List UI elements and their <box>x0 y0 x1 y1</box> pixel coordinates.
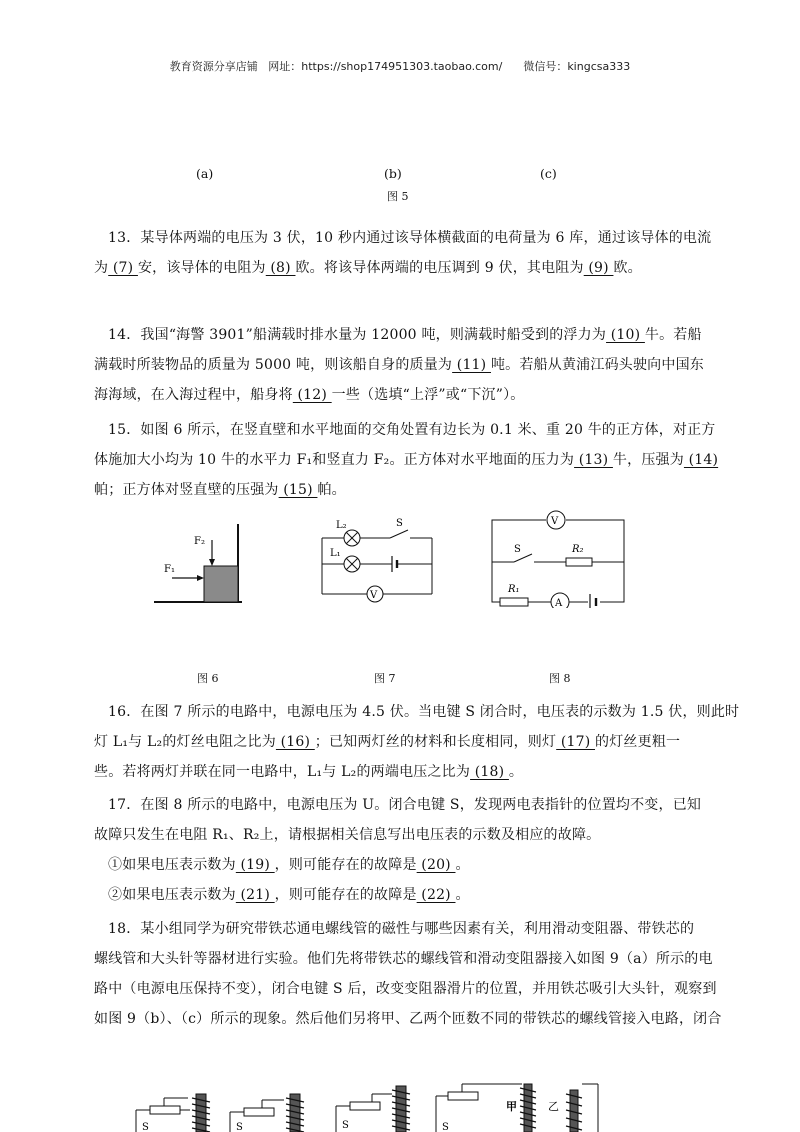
blank-22: (22) <box>416 887 456 903</box>
blank-16: (16) <box>275 734 315 750</box>
blank-19: (19) <box>235 857 275 873</box>
blank-9: (9) <box>583 260 614 276</box>
blank-7: (7) <box>108 260 138 276</box>
svg-text:甲: 甲 <box>506 1100 517 1113</box>
fig9-panel-d <box>436 1084 598 1132</box>
fig9-panel-c <box>336 1086 410 1132</box>
question-15: 15．如图 6 所示，在竖直壁和水平地面的交角处置有边长为 0.1 米、重 20 牛的正方体，对正方 体施加大小均为 10 牛的水平力 F₁和竖直力 F₂。正方体对水平地面的压力为 (13) 牛，压强为 (14) 帕；正方体对竖直壁的压强为 (15) 帕。 <box>94 422 719 498</box>
resistor-r1 <box>500 598 528 606</box>
svg-text:S: S <box>514 544 521 555</box>
svg-text:R₂: R₂ <box>572 544 584 555</box>
page-header: 教育资源分享店铺 网址：https://shop174951303.taobao.com/ 微信号：kingcsa333 <box>169 60 631 73</box>
svg-text:V: V <box>551 516 559 527</box>
blank-20: (20) <box>416 857 456 873</box>
blank-13: (13) <box>574 452 613 468</box>
blank-21: (21) <box>235 887 275 903</box>
resistor-r2 <box>566 558 592 566</box>
blank-14: (14) <box>683 452 719 468</box>
figure-9 <box>128 1080 608 1132</box>
blank-10: (10) <box>606 327 645 343</box>
blank-17: (17) <box>556 734 596 750</box>
svg-text:S: S <box>142 1122 149 1132</box>
svg-text:S: S <box>396 518 403 529</box>
question-14: 14．我国“海警 3901”船满载时排水量为 12000 吨，则满载时船受到的浮力为 (10) 牛。若船 满载时所装物品的质量为 5000 吨，则该船自身的质量为 (11) 吨。若船从黄浦江码头驶向中国东 海海域，在入海过程中，船身将 (12) 一些（选填“上浮”或“下沉”）。 <box>94 327 704 403</box>
fig6-caption: 图 6 <box>197 672 219 685</box>
fig7-caption: 图 7 <box>374 672 396 685</box>
cube-block <box>204 566 238 602</box>
svg-text:L₂: L₂ <box>336 520 347 531</box>
fig5-caption: 图 5 <box>387 190 409 203</box>
svg-text:A: A <box>555 598 563 608</box>
fig5-label-a: (a) <box>196 166 214 181</box>
fig8-caption: 图 8 <box>549 672 571 685</box>
fig9-panel-b <box>230 1094 304 1132</box>
switch-s <box>390 530 408 538</box>
svg-text:V: V <box>370 590 378 601</box>
switch-s <box>514 554 532 562</box>
svg-text:S: S <box>236 1122 243 1132</box>
question-16: 16．在图 7 所示的电路中，电源电压为 4.5 伏。当电键 S 闭合时，电压表的示数为 1.5 伏，则此时 灯 L₁与 L₂的灯丝电阻之比为 (16) ；已知两灯丝的材料和长度相同，则灯 (17) 的灯丝更粗一 些。若将两灯并联在同一电路中，L₁与 L₂的两端电压之比为 (18) 。 <box>94 704 740 780</box>
blank-8: (8) <box>265 260 296 276</box>
svg-text:乙: 乙 <box>548 1100 559 1113</box>
blank-18: (18) <box>470 764 509 780</box>
figure-7 <box>312 512 442 612</box>
fig5-label-c: (c) <box>540 166 557 181</box>
question-13: 13．某导体两端的电压为 3 伏，10 秒内通过该导体横截面的电荷量为 6 库，通过该导体的电流 为 (7) 安，该导体的电阻为 (8) 欧。将该导体两端的电压调到 9 伏，其电阻为 (9) 欧。 <box>94 230 712 276</box>
fig9-panel-a <box>136 1094 210 1132</box>
blank-15: (15) <box>278 482 318 498</box>
figure-6 <box>150 520 250 610</box>
svg-text:S: S <box>442 1122 449 1132</box>
label-f1: F₁ <box>164 564 175 575</box>
svg-text:S: S <box>342 1120 349 1131</box>
fig5-label-b: (b) <box>384 166 402 181</box>
svg-text:L₁: L₁ <box>330 548 341 559</box>
question-17: 17．在图 8 所示的电路中，电源电压为 U。闭合电键 S，发现两电表指针的位置均不变，已知 故障只发生在电阻 R₁、R₂上，请根据相关信息写出电压表的示数及相应的故障。 ①如果电压表示数为 (19) ，则可能存在的故障是 (20) 。 ②如果电压表示数为 (21) ，则可能存在的故障是 (22) 。 <box>94 797 702 903</box>
svg-text:R₁: R₁ <box>508 584 520 595</box>
figure-8 <box>484 508 634 608</box>
label-f2: F₂ <box>194 536 205 547</box>
blank-12: (12) <box>292 387 332 403</box>
blank-11: (11) <box>452 357 491 373</box>
question-18: 18．某小组同学为研究带铁芯通电螺线管的磁性与哪些因素有关，利用滑动变阻器、带铁芯的 螺线管和大头针等器材进行实验。他们先将带铁芯的螺线管和滑动变阻器接入如图 9（a）所示的电 路中（电源电压保持不变），闭合电键 S 后，改变变阻器滑片的位置，并用铁芯吸引大头针，观察到 如图 9（b）、（c）所示的现象。然后他们另将甲、乙两个匝数不同的带铁芯的螺线管接入电路，闭合 <box>94 921 722 1027</box>
